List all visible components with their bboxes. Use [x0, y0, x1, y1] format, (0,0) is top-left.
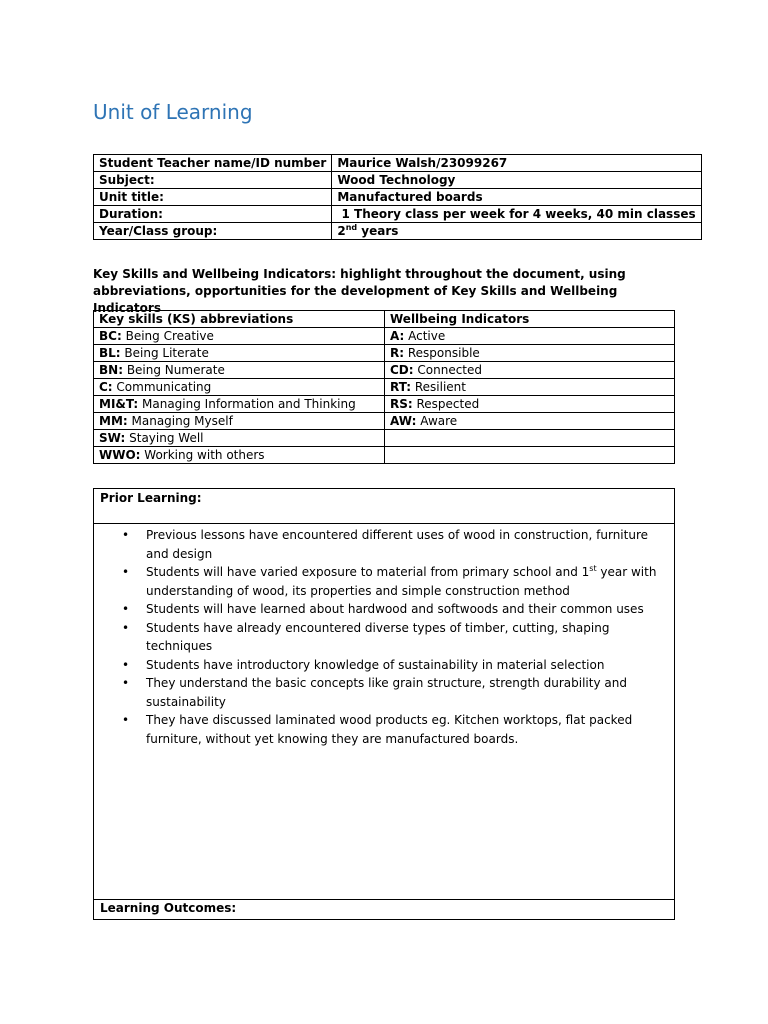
table-row	[94, 379, 675, 396]
info-value: Wood Technology	[332, 172, 701, 189]
info-table	[93, 154, 702, 240]
ks-cell	[94, 413, 385, 430]
wb-abbr: CD:	[390, 363, 414, 377]
prior-learning-list	[94, 526, 674, 748]
wb-header: Wellbeing Indicators	[385, 311, 675, 328]
learning-outcomes-heading: Learning Outcomes:	[100, 901, 237, 915]
ks-text: Communicating	[112, 380, 212, 394]
ks-cell	[94, 328, 385, 345]
info-label: Student Teacher name/ID number	[94, 155, 332, 172]
list-item: • Students have introductory knowledge of sustainability in material selection	[94, 656, 674, 675]
info-value: 1 Theory class per week for 4 weeks, 40 min classes	[332, 206, 701, 223]
ks-abbr: BL:	[99, 346, 121, 360]
wb-abbr: AW:	[390, 414, 417, 428]
ks-text: Managing Myself	[127, 414, 233, 428]
wb-cell	[385, 396, 675, 413]
table-row	[94, 430, 675, 447]
list-item: • They have discussed laminated wood products eg. Kitchen worktops, flat packed furniture, without yet knowing they are manufactured boards.	[94, 711, 674, 748]
ks-abbr: BC:	[99, 329, 122, 343]
ks-cell	[94, 396, 385, 413]
info-value	[332, 223, 701, 240]
ks-cell	[94, 447, 385, 464]
table-row	[94, 172, 702, 189]
table-row	[94, 345, 675, 362]
wb-text: Responsible	[404, 346, 480, 360]
ks-cell	[94, 345, 385, 362]
skills-table	[93, 310, 675, 464]
wb-text: Resilient	[411, 380, 466, 394]
wb-text: Aware	[416, 414, 458, 428]
table-row	[94, 223, 702, 240]
ks-text: Being Literate	[120, 346, 209, 360]
ks-cell	[94, 362, 385, 379]
table-header-row	[94, 311, 675, 328]
list-item: • Students will have learned about hardwood and softwoods and their common uses	[94, 600, 674, 619]
ks-abbr: BN:	[99, 363, 123, 377]
wb-cell	[385, 362, 675, 379]
wb-abbr: RS:	[390, 397, 413, 411]
wb-cell	[385, 328, 675, 345]
list-item: • Previous lessons have encountered different uses of wood in construction, furniture and design	[94, 526, 674, 563]
year-number: 2	[337, 224, 346, 238]
info-label: Subject:	[94, 172, 332, 189]
table-row	[94, 189, 702, 206]
wb-text: Active	[404, 329, 446, 343]
wb-abbr: R:	[390, 346, 405, 360]
ks-cell	[94, 430, 385, 447]
page-title: Unit of Learning	[93, 100, 253, 124]
bullet-text: Students will have varied exposure to material from primary school and 1	[146, 565, 590, 579]
table-row	[94, 396, 675, 413]
info-label: Year/Class group:	[94, 223, 332, 240]
ks-cell	[94, 379, 385, 396]
table-row	[94, 328, 675, 345]
year-suffix: nd	[345, 223, 358, 232]
ks-abbr: MM:	[99, 414, 128, 428]
ks-text: Being Numerate	[123, 363, 225, 377]
wb-text: Respected	[412, 397, 480, 411]
list-item: • Students have already encountered diverse types of timber, cutting, shaping techniques	[94, 619, 674, 656]
info-value: Manufactured boards	[332, 189, 701, 206]
prior-learning-box	[93, 488, 675, 920]
wb-abbr: A:	[390, 329, 405, 343]
wb-cell	[385, 345, 675, 362]
ks-text: Working with others	[140, 448, 265, 462]
wb-cell	[385, 430, 675, 447]
prior-learning-body	[94, 524, 674, 900]
ks-abbr: SW:	[99, 431, 126, 445]
ks-text: Managing Information and Thinking	[138, 397, 356, 411]
wb-cell	[385, 379, 675, 396]
info-label: Duration:	[94, 206, 332, 223]
ks-abbr: WWO:	[99, 448, 141, 462]
table-row	[94, 362, 675, 379]
bullet-sup: st	[589, 564, 597, 573]
table-row	[94, 206, 702, 223]
info-label: Unit title:	[94, 189, 332, 206]
list-item	[94, 563, 674, 600]
ks-text: Staying Well	[125, 431, 204, 445]
ks-abbr: MI&T:	[99, 397, 139, 411]
prior-learning-heading: Prior Learning:	[94, 489, 674, 524]
wb-text: Connected	[413, 363, 483, 377]
table-row	[94, 155, 702, 172]
table-row	[94, 447, 675, 464]
wb-abbr: RT:	[390, 380, 412, 394]
table-row	[94, 413, 675, 430]
skills-intro: Key Skills and Wellbeing Indicators: highlight throughout the document, using abbreviations, opportunities for the development of Key Skills and Wellbeing Indicators	[93, 267, 626, 315]
ks-abbr: C:	[99, 380, 113, 394]
bullet-text: year with understanding of wood, its properties and simple construction method	[146, 565, 661, 598]
ks-header: Key skills (KS) abbreviations	[94, 311, 385, 328]
year-rest: years	[357, 224, 399, 238]
list-item: • They understand the basic concepts like grain structure, strength durability and sustainability	[94, 674, 674, 711]
wb-cell	[385, 447, 675, 464]
ks-text: Being Creative	[121, 329, 214, 343]
wb-cell	[385, 413, 675, 430]
info-value: Maurice Walsh/23099267	[332, 155, 701, 172]
